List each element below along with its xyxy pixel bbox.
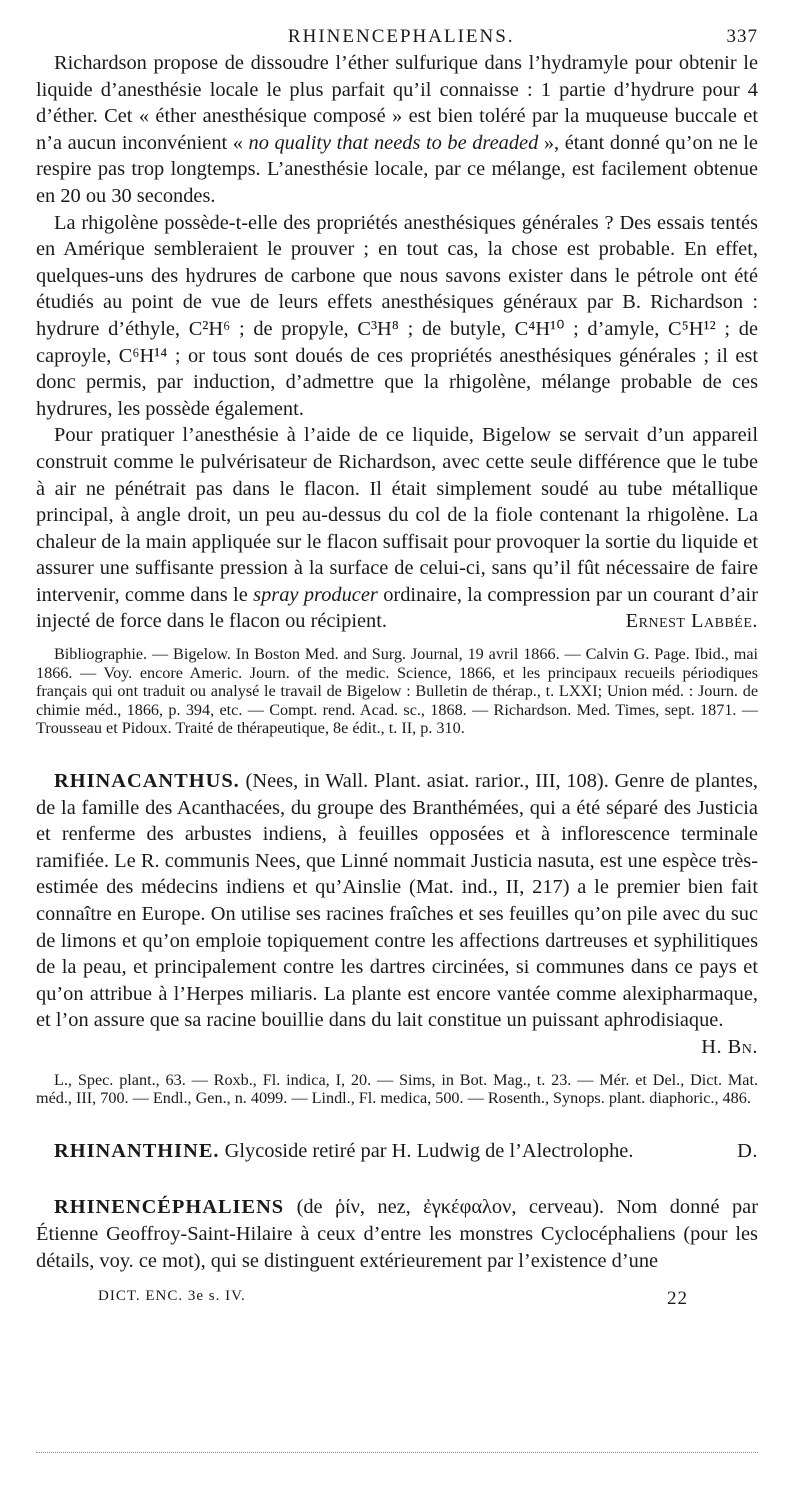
headword-rhinacanthus: RHINACANTHUS. xyxy=(54,770,240,793)
entry-rhinanthine xyxy=(36,1138,758,1165)
author-signature: Ernest Labbée. xyxy=(625,610,758,633)
paragraph-rhigolene-properties: La rhigolène possède-t-elle des propriétés anesthésiques générales ? Des essais tentés en Amérique sembleraient le prouver ; en tout cas, la chose est probable. En effet, quelques-uns des hydrures de carbone que nous savons exister dans le pétrole ont été étudiés au point de vue de leurs effets anesthésiques généraux par B. Richardson : hydrure d’éthyle, C²H⁶ ; de propyle, C³H⁸ ; de butyle, C⁴H¹⁰ ; d’amyle, C⁵H¹² ; de caproyle, C⁶H¹⁴ ; or tous sont doués de ces propriétés anesthésiques générales ; il est donc permis, par induction, d’admettre que la rhigolène, mélange probable de ces hydrures, les possède également. xyxy=(36,211,758,420)
rhinencephaliens-text: (de ῥίν, nez, ἐγκέφαλον, cerveau). Nom donné par Étienne Geoffroy-Saint-Hilaire à ceux d’entre les monstres Cyclocéphaliens (pour les détails, voy. ce mot), qui se distinguent extérieurement par l’existence d’une xyxy=(36,1196,758,1272)
rhinanthine-text: Glycoside retiré par H. Ludwig de l’Alectrolophe. xyxy=(224,1139,634,1162)
folio-number: 22 xyxy=(667,1288,688,1310)
headword-rhinanthine: RHINANTHINE. xyxy=(54,1139,220,1162)
page-footer xyxy=(36,1288,758,1310)
paragraph-ether-mixture xyxy=(36,50,758,210)
paragraph-1-text: Richardson propose de dissoudre l’éther sulfurique dans l’hydramyle pour obtenir le liquide d’anesthésie locale le plus parfait qu’il connaisse : 1 partie d’hydrure pour 4 d’éther. Cet « éther anesthésique composé » est bien toléré par la muqueuse buccale et n’a aucun inconvénient « xyxy=(36,52,758,154)
paragraph-3-text: Pour pratiquer l’anesthésie à l’aide de ce liquide, Bigelow se servait d’un appareil construit comme le pulvérisateur de Richardson, avec cette seule différence que le tube à air ne pénétrait pas dans le flacon. Il était simplement soudé au tube métallique principal, à angle droit, un peu au-dessus du col de la fiole contenant la rhigolène. La chaleur de la main appliquée sur le flacon suffisait pour provoquer la sortie du liquide et assurer une suffisante pression à la surface de celui-ci, sans qu’il fût nécessaire de faire intervenir, comme dans le xyxy=(36,424,758,606)
page-number: 337 xyxy=(726,26,758,47)
rhinacanthus-signature: H. Bn. xyxy=(701,1035,758,1058)
headword-rhinencephaliens: RHINENCÉPHALIENS xyxy=(54,1196,285,1219)
entry-rhinencephaliens xyxy=(36,1194,758,1274)
running-head xyxy=(36,26,758,48)
rhinacanthus-text: (Nees, in Wall. Plant. asiat. rarior., III, 108). Genre de plantes, de la famille des Acanthacées, du groupe des Branthémées, qui a été séparé des Justicia et renferme des arbustes indiens, à feuilles opposées et à inflorescence terminale ramifiée. Le R. communis Nees, que Linné nommait Justicia nasuta, est une espèce très-estimée des médecins indiens et qu’Ainslie (Mat. ind., II, 217) a le premier bien fait connaître en Europe. On utilise ses racines fraîches et ses feuilles qu’on pile avec du suc de limons et qu’on emploie topiquement contre les affections dartreuses et syphilitiques de la peau, et principalement contre les dartres circinées, si communes dans ce pays et qu’on attribue à l’Herpes miliaris. La plante est encore vantée comme alexipharmaque, et l’on assure que sa racine bouillie dans du lait constitue un puissant aphrodisiaque. xyxy=(36,770,758,1032)
paragraph-bigelow-apparatus xyxy=(36,422,758,635)
page xyxy=(36,26,758,1310)
paragraph-1-quote: no quality that needs to be dreaded xyxy=(248,131,539,154)
paragraph-3-italic: spray producer xyxy=(253,583,378,606)
signature-mark: DICT. ENC. 3e s. IV. xyxy=(98,1288,246,1305)
bibliography-rhinacanthus: L., Spec. plant., 63. — Roxb., Fl. indica, I, 20. — Sims, in Bot. Mag., t. 23. — Mér. et Del., Dict. Mat. méd., III, 700. — Endl., Gen., n. 4099. — Lindl., Fl. medica, 500. — Rosenth., Synops. plant. diaphoric., 486. xyxy=(36,1070,758,1108)
rhinanthine-signature: D. xyxy=(737,1139,758,1162)
entry-rhinacanthus xyxy=(36,768,758,1058)
paragraph-1-end: », étant donné qu’on ne le respire pas trop longtemps. L’anesthésie locale, par ce mélange, est facilement obtenue en 20 ou 30 secondes. xyxy=(36,131,758,207)
bibliography-rhigolene: Bibliographie. — Bigelow. In Boston Med. and Surg. Journal, 19 avril 1866. — Calvin G. Page. Ibid., mai 1866. — Voy. encore Americ. Journ. of the medic. Science, 1866, et les principaux recueils périodiques français qui ont traduit ou analysé le travail de Bigelow : Bulletin de thérap., t. LXXI; Union méd. : Journ. de chimie méd., 1866, p. 394, etc. — Compt. rend. Acad. sc., 1868. — Richardson. Med. Times, sept. 1871. — Trousseau et Pidoux. Traité de thérapeutique, 8e édit., t. II, p. 310. xyxy=(36,645,758,738)
paragraph-3-end: ordinaire, la compression par un courant d’air injecté de force dans le flacon ou récipient. xyxy=(36,583,758,633)
bottom-dotted-rule xyxy=(36,1452,758,1453)
running-title: RHINENCEPHALIENS. xyxy=(287,26,515,47)
